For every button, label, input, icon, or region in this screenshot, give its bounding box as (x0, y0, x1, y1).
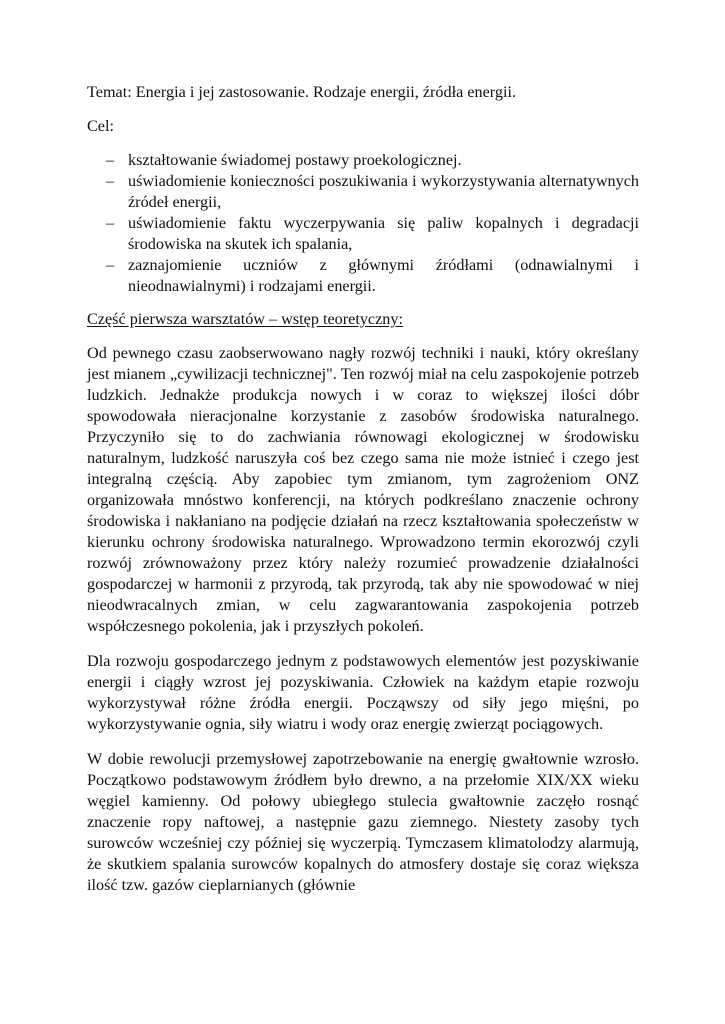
goal-item (87, 255, 639, 297)
list-dash: – (106, 151, 115, 169)
document-title: Temat: Energia i jej zastosowanie. Rodzaje energii, źródła energii. (87, 83, 517, 101)
goal-item (87, 213, 639, 255)
document-page (87, 82, 639, 910)
goal-item (87, 171, 639, 213)
section-heading: Część pierwsza warsztatów – wstęp teoretyczny: (87, 310, 403, 328)
list-dash: – (106, 214, 115, 232)
goal-text: uświadomienie faktu wyczerpywania się paliw kopalnych i degradacji środowiska na skutek ich spalania, (128, 214, 639, 253)
goals-list (87, 150, 639, 297)
list-dash: – (106, 256, 115, 274)
goal-item (87, 150, 639, 171)
goal-label: Cel: (87, 117, 114, 135)
goal-text: uświadomienie konieczności poszukiwania i wykorzystywania alternatywnych źródeł energii, (128, 172, 639, 211)
goal-text: kształtowanie świadomej postawy proekologicznej. (128, 151, 462, 169)
list-dash: – (106, 172, 115, 190)
body-paragraph: W dobie rewolucji przemysłowej zapotrzebowanie na energię gwałtownie wzrosło. Początkowo podstawowym źródłem było drewno, a na przełomie XIX/XX wieku węgiel kamienny. Od połowy ubiegłego stulecia gwałtownie zaczęło rosnąć znaczenie ropy naftowej, a następnie gazu ziemnego. Niestety zasoby tych surowców wcześniej czy później się wyczerpią. Tymczasem klimatolodzy alarmują, że skutkiem spalania surowców kopalnych do atmosfery dostaje się coraz większa ilość tzw. gazów cieplarnianych (głównie (87, 750, 639, 894)
body-paragraph: Od pewnego czasu zaobserwowano nagły rozwój techniki i nauki, który określany jest mianem „cywilizacji technicznej". Ten rozwój miał na celu zaspokojenie potrzeb ludzkich. Jednakże produkcja nowych i w coraz to większej ilości dóbr spowodowała nieracjonalne korzystanie z zasobów środowiska naturalnego. Przyczyniło się to do zachwiania równowagi ekologicznej w środowisku naturalnym, ludzkość naruszyła coś bez czego sama nie może istnieć i czego jest integralną częścią. Aby zapobiec tym zmianom, tym zagrożeniom ONZ organizowała mnóstwo konferencji, na których podkreślano znaczenie ochrony środowiska i nakłaniano na podjęcie działań na rzecz kształtowania społeczeństw w kierunku ochrony środowiska naturalnego. Wprowadzono termin ekorozwój czyli rozwój zrównoważony przez który należy rozumieć prowadzenie działalności gospodarczej w harmonii z przyrodą, tak przyrodą, tak aby nie spowodować w niej nieodwracalnych zmian, w celu zagwarantowania zaspokojenia potrzeb współczesnego pokolenia, jak i przyszłych pokoleń. (87, 344, 639, 635)
body-paragraph: Dla rozwoju gospodarczego jednym z podstawowych elementów jest pozyskiwanie energii i ciągły wzrost jej pozyskiwania. Człowiek na każdym etapie rozwoju wykorzystywał różne źródła energii. Począwszy od siły jego mięśni, po wykorzystywanie ognia, siły wiatru i wody oraz energię zwierząt pociągowych. (87, 652, 639, 733)
goal-text: zaznajomienie uczniów z głównymi źródłami (odnawialnymi i nieodnawialnymi) i rodzajami energii. (128, 256, 639, 295)
